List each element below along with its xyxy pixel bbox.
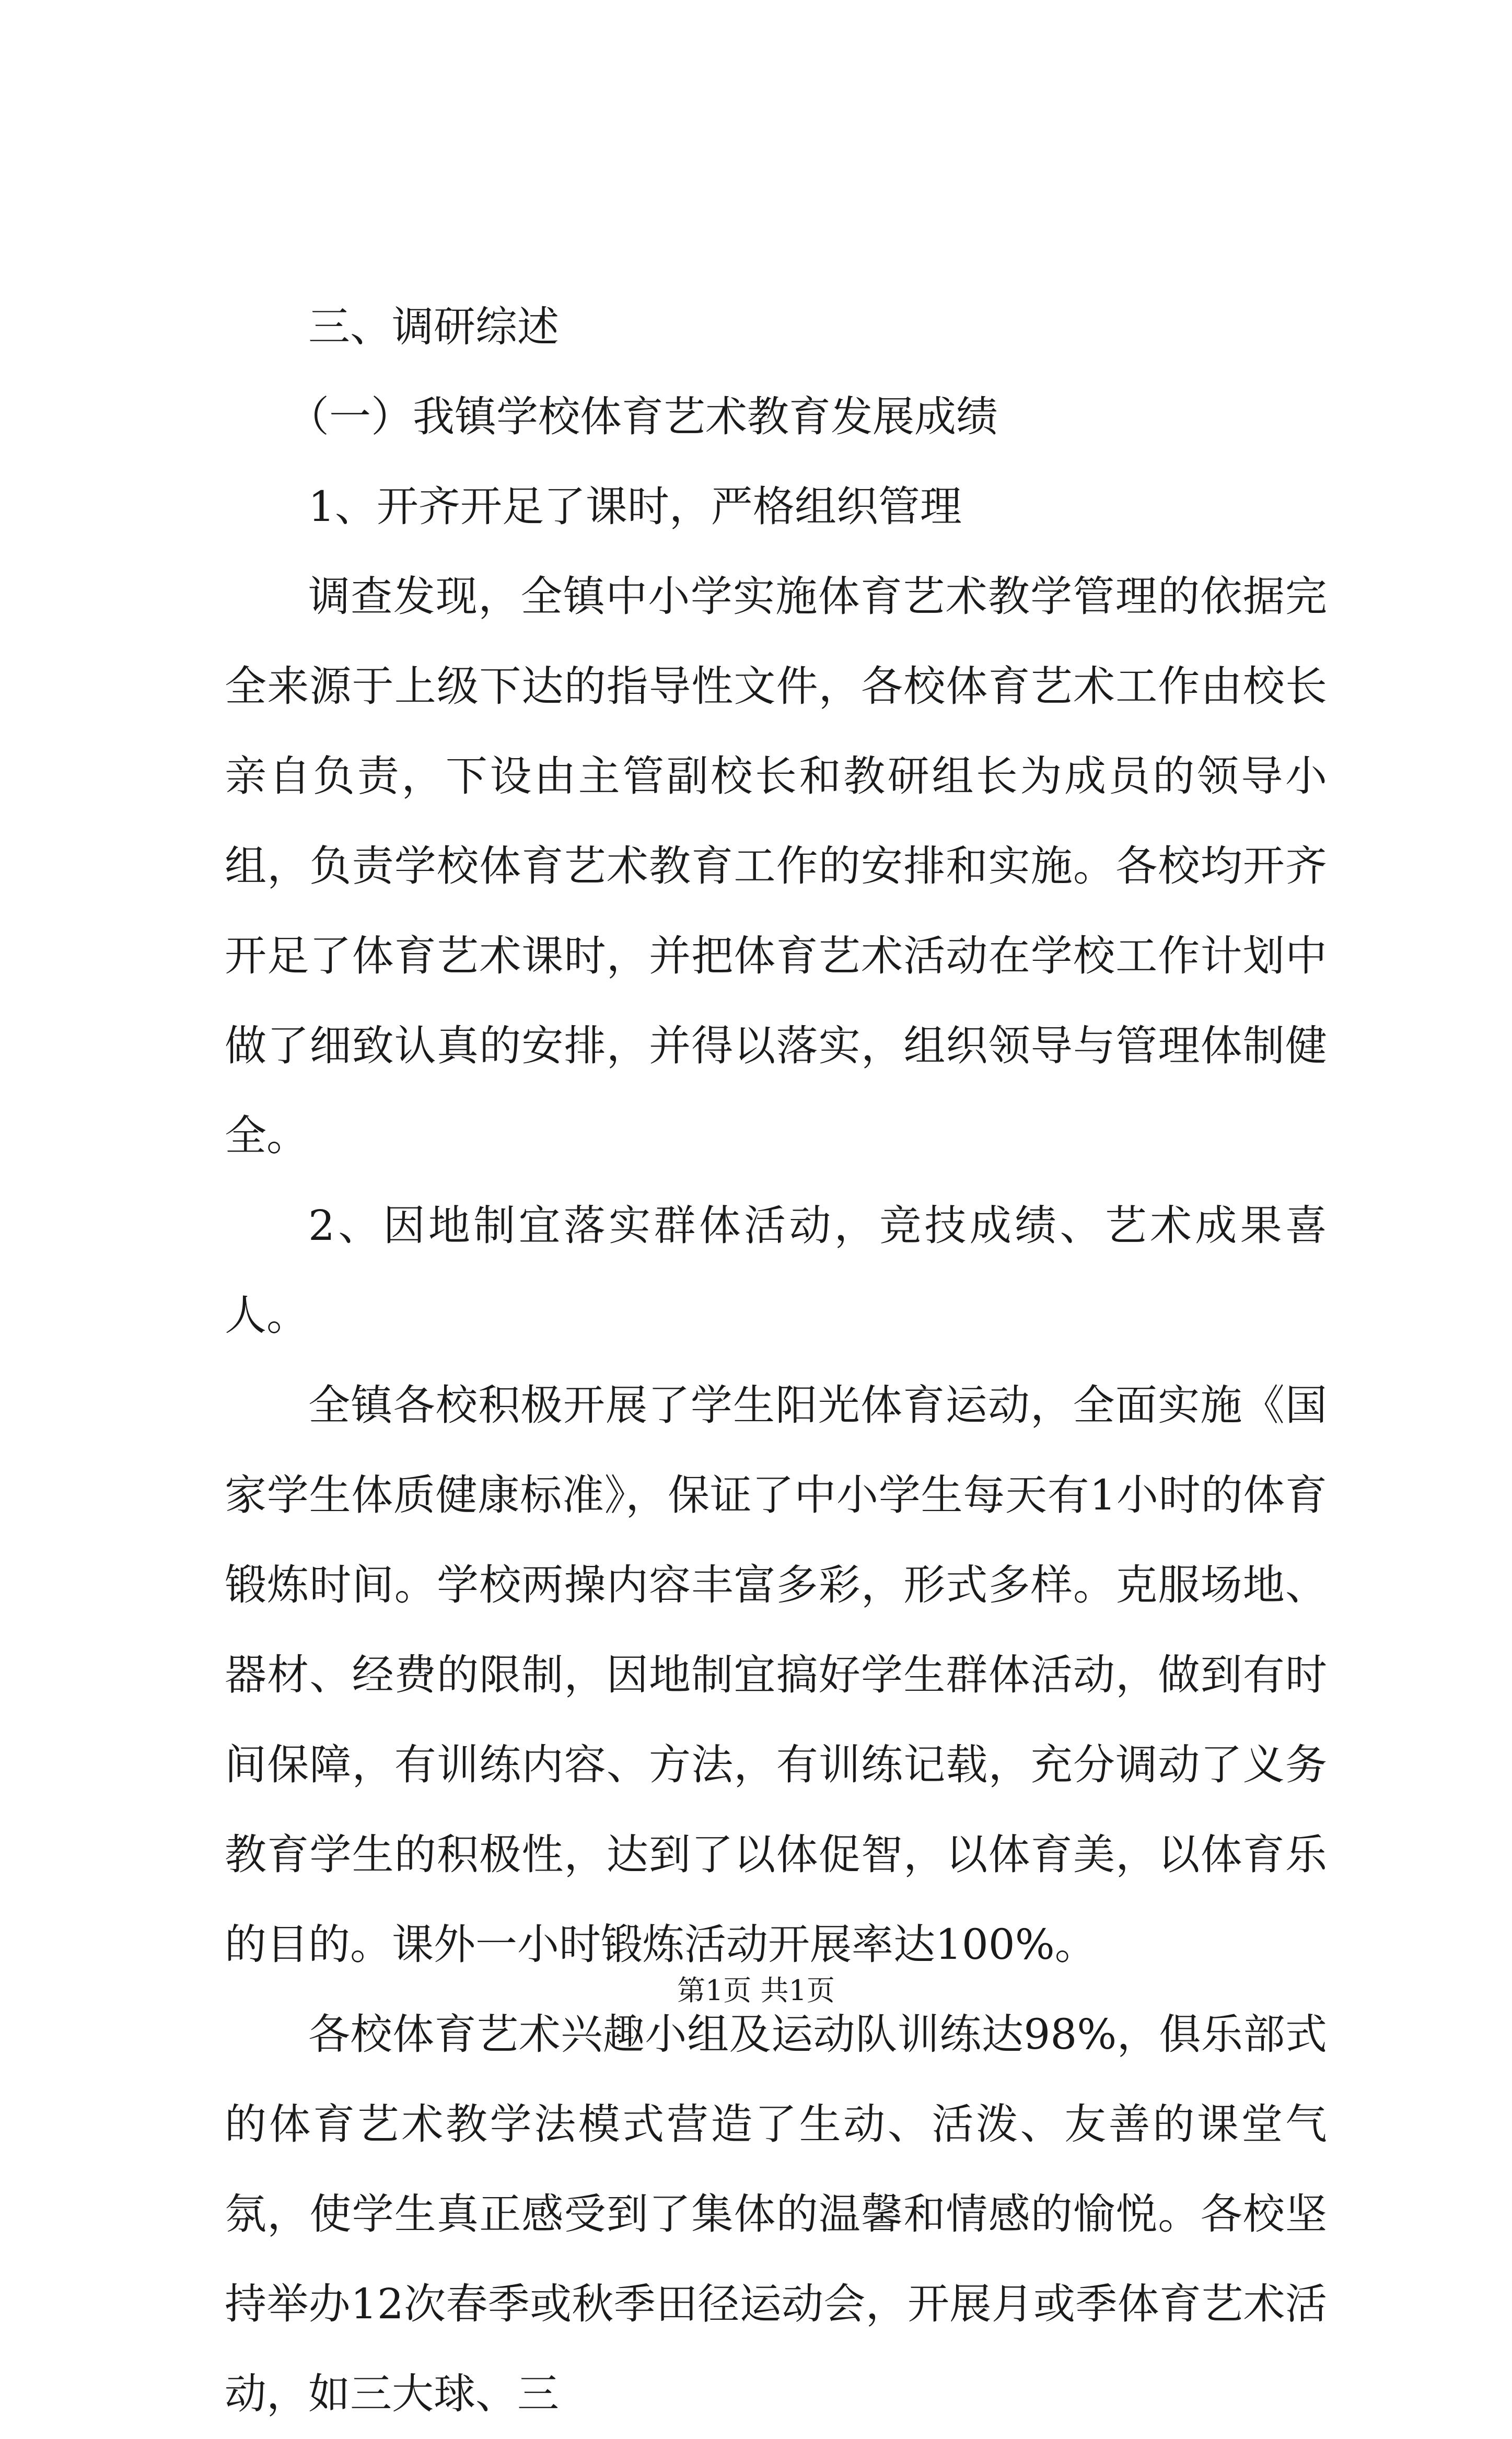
page-number-label: 第1页 共1页 [677,1974,835,2007]
document-body [225,282,1327,2439]
section-heading: 三、调研综述 [308,303,559,351]
item1-paragraph: 调查发现，全镇中小学实施体育艺术教学管理的依据完全来源于上级下达的指导性文件，各校体育艺术工作由校长亲自负责，下设由主管副校长和教研组长为成员的领导小组，负责学校体育艺术教育工作的安排和实施。各校均开齐开足了体育艺术课时，并把体育艺术活动在学校工作计划中做了细致认真的安排，并得以落实，组织领导与管理体制健全。 [225,572,1327,1160]
page-footer [0,1972,1512,2009]
subsection-heading: （一）我镇学校体育艺术教育发展成绩 [287,392,998,441]
item2-heading: 2、因地制宜落实群体活动，竞技成绩、艺术成果喜人。 [225,1201,1327,1340]
item2-paragraph-1: 全镇各校积极开展了学生阳光体育运动，全面实施《国家学生体质健康标准》，保证了中小学生每天有1小时的体育锻炼时间。学校两操内容丰富多彩，形式多样。克服场地、器材、经费的限制，因地制宜搞好学生群体活动，做到有时间保障，有训练内容、方法，有训练记载，充分调动了义务教育学生的积极性，达到了以体促智，以体育美，以体育乐的目的。课外一小时锻炼活动开展率达100%。 [225,1381,1327,1969]
item2-paragraph-2: 各校体育艺术兴趣小组及运动队训练达98%，俱乐部式的体育艺术教学法模式营造了生动、活泼、友善的课堂气氛，使学生真正感受到了集体的温馨和情感的愉悦。各校坚持举办12次春季或秋季田径运动会，开展月或季体育艺术活动，如三大球、三 [225,2010,1327,2418]
item1-heading: 1、开齐开足了课时，严格组织管理 [308,482,962,531]
